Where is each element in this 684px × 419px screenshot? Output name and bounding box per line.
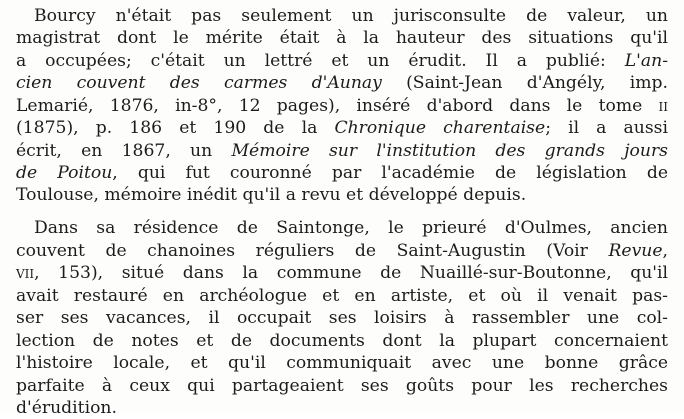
text-segment: (1875), p. 186 et 190 de la (16, 118, 335, 138)
text-segment: , qui fut couronné par l'académie de législation de (112, 163, 669, 183)
text-segment: ser ses vacances, il occupait ses loisirs à rassembler une col- (16, 308, 668, 328)
text-segment: Mémoire sur l'institution des grands jours (231, 141, 668, 161)
text-segment: (Saint-Jean d'Angély, imp. (381, 73, 668, 93)
text-segment: a occupées; c'était un lettré et un érudit. Il a publié: (16, 51, 625, 71)
text-segment: ; il a aussi (545, 118, 668, 138)
text-line (34, 217, 668, 239)
text-segment: lection de notes et de documents dont la plupart concernaient (16, 331, 668, 351)
text-line (16, 50, 668, 72)
text-segment: Toulouse, mémoire inédit qu'il a revu et développé depuis. (16, 185, 527, 205)
text-segment: , 153), situé dans la commune de Nuaillé-sur-Boutonne, qu'il (34, 263, 668, 283)
text-line (16, 240, 668, 262)
text-segment: Lemarié, 1876, in-8°, 12 pages), inséré d'abord dans le tome (16, 96, 659, 116)
text-line (34, 5, 668, 27)
text-line (16, 95, 668, 117)
text-line (16, 285, 668, 307)
text-segment: Bourcy n'était pas seulement un jurisconsulte de valeur, un (34, 6, 668, 26)
text-segment: parfaite à ceux qui partageaient ses goûts pour les recherches (16, 376, 668, 396)
text-line (16, 375, 668, 397)
text-line (16, 27, 668, 49)
text-line (16, 330, 668, 352)
text-line (16, 184, 526, 206)
text-line (16, 307, 668, 329)
text-segment: de Poitou (16, 163, 113, 183)
text-line (16, 162, 668, 184)
text-segment: Chronique charentaise (334, 118, 546, 138)
text-segment: magistrat dont le mérite était à la hauteur des situations qu'il (16, 28, 668, 48)
text-segment: Dans sa résidence de Saintonge, le prieuré d'Oulmes, ancien (34, 218, 668, 238)
text-segment: couvent de chanoines réguliers de Saint-Augustin (Voir (16, 241, 609, 261)
text-line (16, 397, 117, 419)
text-line (16, 72, 668, 94)
text-line (16, 117, 668, 139)
text-segment: Revue (608, 241, 663, 261)
text-line (16, 262, 668, 284)
text-segment: L'an- (624, 51, 668, 71)
text-segment: écrit, en 1867, un (16, 141, 232, 161)
text-line (16, 352, 668, 374)
text-segment: , (662, 241, 668, 261)
text-segment: l'histoire locale, et qu'il communiquait avec une bonne grâce (16, 353, 668, 373)
text-line (16, 140, 668, 162)
text-segment: ii (658, 96, 668, 116)
text-segment: d'érudition. (16, 398, 117, 418)
text-segment: avait restauré en archéologue et en artiste, et où il venait pas- (16, 286, 668, 306)
text-segment: vii (16, 263, 35, 283)
text-segment: cien couvent des carmes d'Aunay (16, 73, 382, 93)
